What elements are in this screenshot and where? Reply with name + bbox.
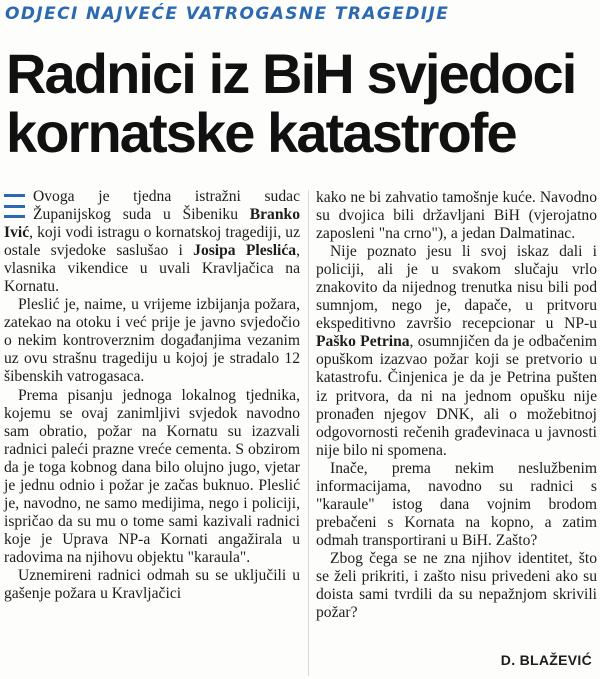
text-run: Ovoga je tjedna istražni sudac Županijskog suda u Šibeniku xyxy=(33,188,300,224)
paragraph-1 xyxy=(4,188,300,296)
paragraph-8: Zbog čega se ne zna njihov identitet, što se želi prikriti, i zašto nisu privedeni ako su doista sami tvrdili da su nepažnjom skrivili požar? xyxy=(316,549,597,622)
headline xyxy=(6,44,596,162)
text-run: , vlasnika vikendice u uvali Kravljačica na Kornatu. xyxy=(4,242,300,296)
paragraph-6 xyxy=(316,243,597,460)
text-run: , osumnjičen da je odbačenim opuškom izazvao požar koji se pretvorio u katastrofu. Činjenica je da je Petrina pušten iz pritvora, da ni na jednom opušku nije pronađen njegov DNK, ali o možebitnoj odgovornosti rečenih građevinaca u javnosti nije bilo ni spomena. xyxy=(316,333,597,459)
article-column-left xyxy=(4,188,300,603)
kicker: ODJECI NAJVEĆE VATROGASNE TRAGEDIJE xyxy=(5,4,450,24)
headline-line-2: kornatske katastrofe xyxy=(6,101,516,164)
text-run: , koji vodi istragu o kornatskoj tragediji, uz ostale svjedoke saslušao i xyxy=(4,224,300,260)
headline-line-1: Radnici iz BiH svjedoci xyxy=(6,42,576,105)
paragraph-7: Inače, prema nekim neslužbenim informacijama, navodno su radnici s "karaule" istog dana vojnim brodom prebačeni s Kornata na kopno, a zatim odmah transportirani u BiH. Zašto? xyxy=(316,459,597,549)
paragraph-3: Prema pisanju jednoga lokalnog tjednika, kojemu se ovaj zanimljivi svjedok navodno sam obratio, požar na Kornatu su izazvali radnici paleći prazne vreće cementa. S obzirom da je toga kobnog dana bilo olujno jugo, vjetar je jednu odnio i požar je začas buknuo. Pleslić je, navodno, ne samo medijima, nego i policiji, ispričao da su mu o tome sami kazivali radnici koje je Uprava NP-a Kornati angažirala u radovima na njihovu objektu "karaula". xyxy=(4,386,300,566)
column-divider xyxy=(308,190,309,676)
name-josipa-plesli: Josipa Pleslića xyxy=(193,242,297,260)
article-column-right xyxy=(316,189,597,622)
paragraph-5: kako ne bi zahvatio tamošnje kuće. Navodno su dvojica bili državljani BiH (vjerojatno zaposleni "na crno"), a jedan Dalmatinac. xyxy=(316,189,597,243)
byline: D. BLAŽEVIĆ xyxy=(500,652,592,668)
name-branko-ivic: Branko Ivić xyxy=(4,206,300,242)
text-run: Nije poznato jesu li svoj iskaz dali i policiji, ali je u svakom slučaju vrlo znakovito da nijednog trenutka nisu bili pod sumnjom, nego je, dapače, u pritvoru ekspeditivno završio recepcionar u NP-u xyxy=(316,243,597,333)
lead-lines-icon xyxy=(4,194,25,218)
paragraph-2: Pleslić je, naime, u vrijeme izbijanja požara, zatekao na otoku i već prije je javno svjedočio o nekim kontroverznim događanjima vezanim uz ovu strašnu tragediju u kojoj je stradalo 12 šibenskih vatrogasaca. xyxy=(4,296,300,386)
paragraph-4: Uznemireni radnici odmah su se uključili u gašenje požara u Kravljačici xyxy=(4,566,300,603)
name-pasko-petrina: Paško Petrina xyxy=(316,333,410,351)
